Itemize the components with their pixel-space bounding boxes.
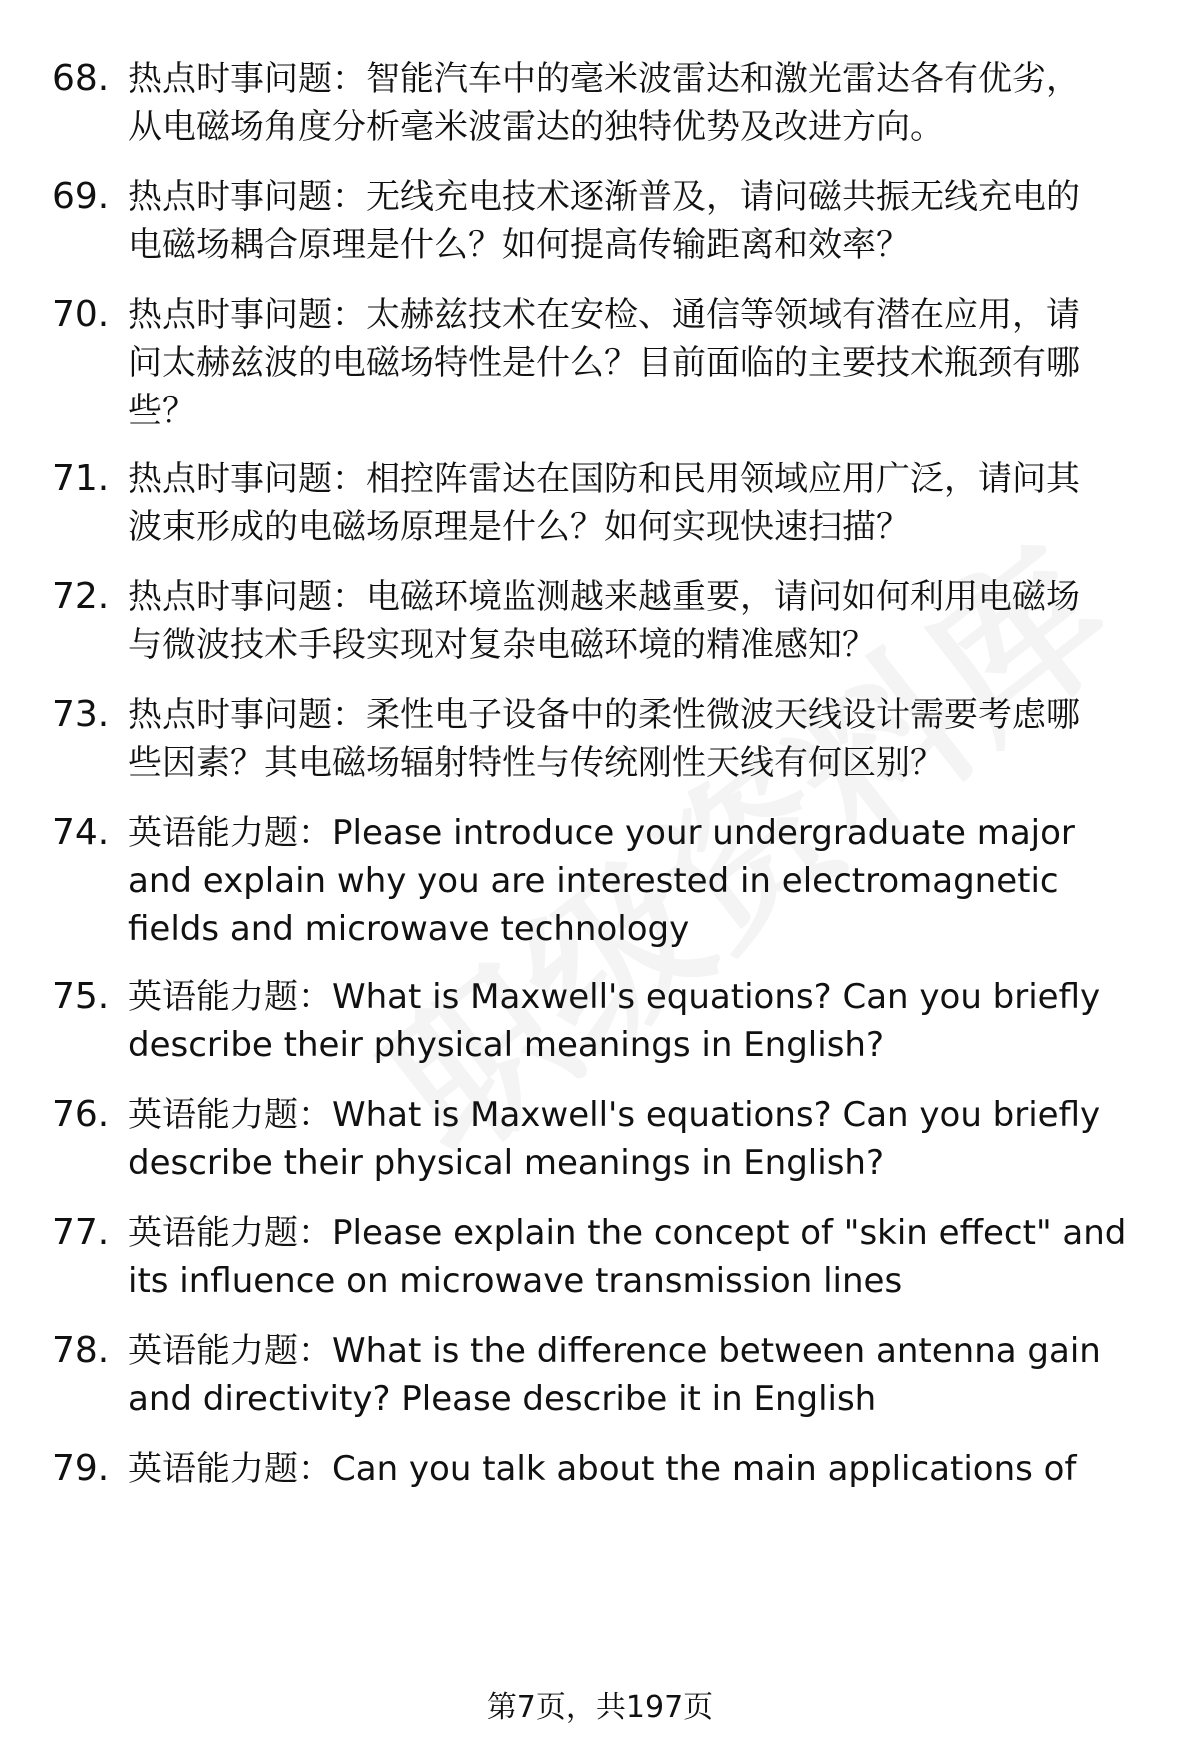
question-text: 热点时事问题：智能汽车中的毫米波雷达和激光雷达各有优劣， 从电磁场角度分析毫米波雷达的独特优势及改进方向。 [128, 59, 1080, 147]
question-number: 73. [52, 694, 110, 735]
question-number: 68. [52, 58, 110, 99]
question-number: 70. [52, 294, 110, 335]
page-footer: 第7页，共197页 [486, 1690, 714, 1725]
question-number: 79. [52, 1448, 110, 1489]
question-text: 热点时事问题：相控阵雷达在国防和民用领域应用广泛，请问其 波束形成的电磁场原理是什么？如何实现快速扫描？ [128, 459, 1080, 547]
question-number: 72. [52, 576, 110, 617]
question-text: 热点时事问题：太赫兹技术在安检、通信等领域有潜在应用，请 问太赫兹波的电磁场特性是什么？目前面临的主要技术瓶颈有哪 些？ [128, 295, 1080, 431]
question-text: 热点时事问题：柔性电子设备中的柔性微波天线设计需要考虑哪 些因素？其电磁场辐射特性与传统刚性天线有何区别？ [128, 695, 1080, 783]
question-text: 英语能力题：What is Maxwell's equations? Can you briefly describe their physical meanings in English? [128, 1095, 1101, 1183]
question-number: 71. [52, 458, 110, 499]
question-number: 76. [52, 1094, 110, 1135]
question-text: 英语能力题：Can you talk about the main applications of [128, 1449, 1077, 1489]
question-text: 英语能力题：What is Maxwell's equations? Can you briefly describe their physical meanings in English? [128, 977, 1101, 1065]
question-text: 英语能力题：Please explain the concept of "skin effect" and its influence on microwave transmission lines [128, 1213, 1127, 1301]
question-number: 75. [52, 976, 110, 1017]
question-text: 英语能力题：What is the difference between antenna gain and directivity? Please describe it in English [128, 1331, 1101, 1419]
question-text: 热点时事问题：无线充电技术逐渐普及，请问磁共振无线充电的 电磁场耦合原理是什么？如何提高传输距离和效率？ [128, 177, 1080, 265]
question-number: 74. [52, 812, 110, 853]
question-number: 78. [52, 1330, 110, 1371]
question-number: 69. [52, 176, 110, 217]
question-number: 77. [52, 1212, 110, 1253]
question-text: 英语能力题：Please introduce your undergraduate major and explain why you are interested in electromagnetic fields and microwave technology [128, 813, 1075, 949]
question-text: 热点时事问题：电磁环境监测越来越重要，请问如何利用电磁场 与微波技术手段实现对复杂电磁环境的精准感知？ [128, 577, 1080, 665]
